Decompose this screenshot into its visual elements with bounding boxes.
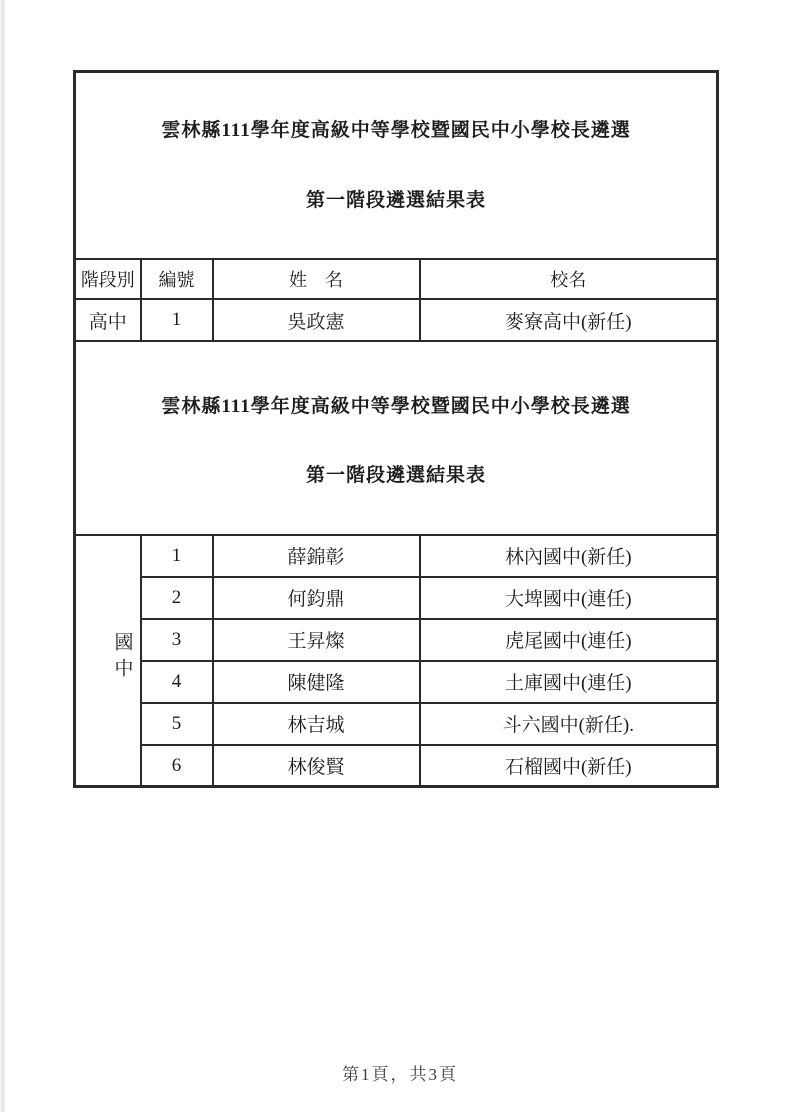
- scan-edge-artifact: [0, 0, 6, 1112]
- col-header-number: 編號: [141, 259, 213, 299]
- table-row: [75, 745, 718, 787]
- table-title-line1: 雲林縣111學年度高級中等學校暨國民中小學校長遴選: [161, 395, 631, 417]
- stage-label-high-school: 高中: [75, 299, 141, 341]
- table-row: [75, 535, 718, 577]
- table-title-line1: 雲林縣111學年度高級中等學校暨國民中小學校長遴選: [161, 120, 631, 142]
- number-cell: 5: [141, 703, 213, 745]
- title-row-junior-high: [75, 341, 718, 534]
- name-cell: 陳健隆: [213, 661, 420, 703]
- school-cell: 林內國中(新任): [420, 535, 718, 577]
- stage-label-vertical-text: 國中: [111, 631, 133, 684]
- number-cell: 2: [141, 577, 213, 619]
- table-row: [75, 299, 718, 341]
- col-header-name: 姓 名: [213, 259, 420, 299]
- col-header-stage: 階段別: [75, 259, 141, 299]
- number-cell: 3: [141, 619, 213, 661]
- school-cell: 斗六國中(新任).: [420, 703, 718, 745]
- school-cell: 大埤國中(連任): [420, 577, 718, 619]
- name-cell: 何鈞鼎: [213, 577, 420, 619]
- column-header-row: [75, 259, 718, 299]
- name-cell: 林俊賢: [213, 745, 420, 787]
- table-row: [75, 703, 718, 745]
- name-cell: 薛錦彰: [213, 535, 420, 577]
- page-number-footer: 第1頁，共3頁: [342, 1065, 458, 1084]
- name-cell: 吳政憲: [213, 299, 420, 341]
- number-cell: 4: [141, 661, 213, 703]
- number-cell: 1: [141, 299, 213, 341]
- school-cell: 麥寮高中(新任): [420, 299, 718, 341]
- school-cell: 虎尾國中(連任): [420, 619, 718, 661]
- table-title-line2: 第一階段遴選結果表: [306, 465, 487, 487]
- name-cell: 王昇燦: [213, 619, 420, 661]
- col-header-school: 校名: [420, 259, 718, 299]
- table-title-line2: 第一階段遴選結果表: [306, 189, 487, 211]
- number-cell: 1: [141, 535, 213, 577]
- school-cell: 土庫國中(連任): [420, 661, 718, 703]
- table-row: [75, 577, 718, 619]
- school-cell: 石榴國中(新任): [420, 745, 718, 787]
- table-row: [75, 619, 718, 661]
- table-title-high-school: [75, 72, 718, 260]
- number-cell: 6: [141, 745, 213, 787]
- stage-label-junior-high: [75, 535, 141, 787]
- table-row: [75, 661, 718, 703]
- table-title-junior-high: [75, 341, 718, 534]
- title-row-high-school: [75, 72, 718, 260]
- selection-results-table: [73, 70, 719, 788]
- name-cell: 林吉城: [213, 703, 420, 745]
